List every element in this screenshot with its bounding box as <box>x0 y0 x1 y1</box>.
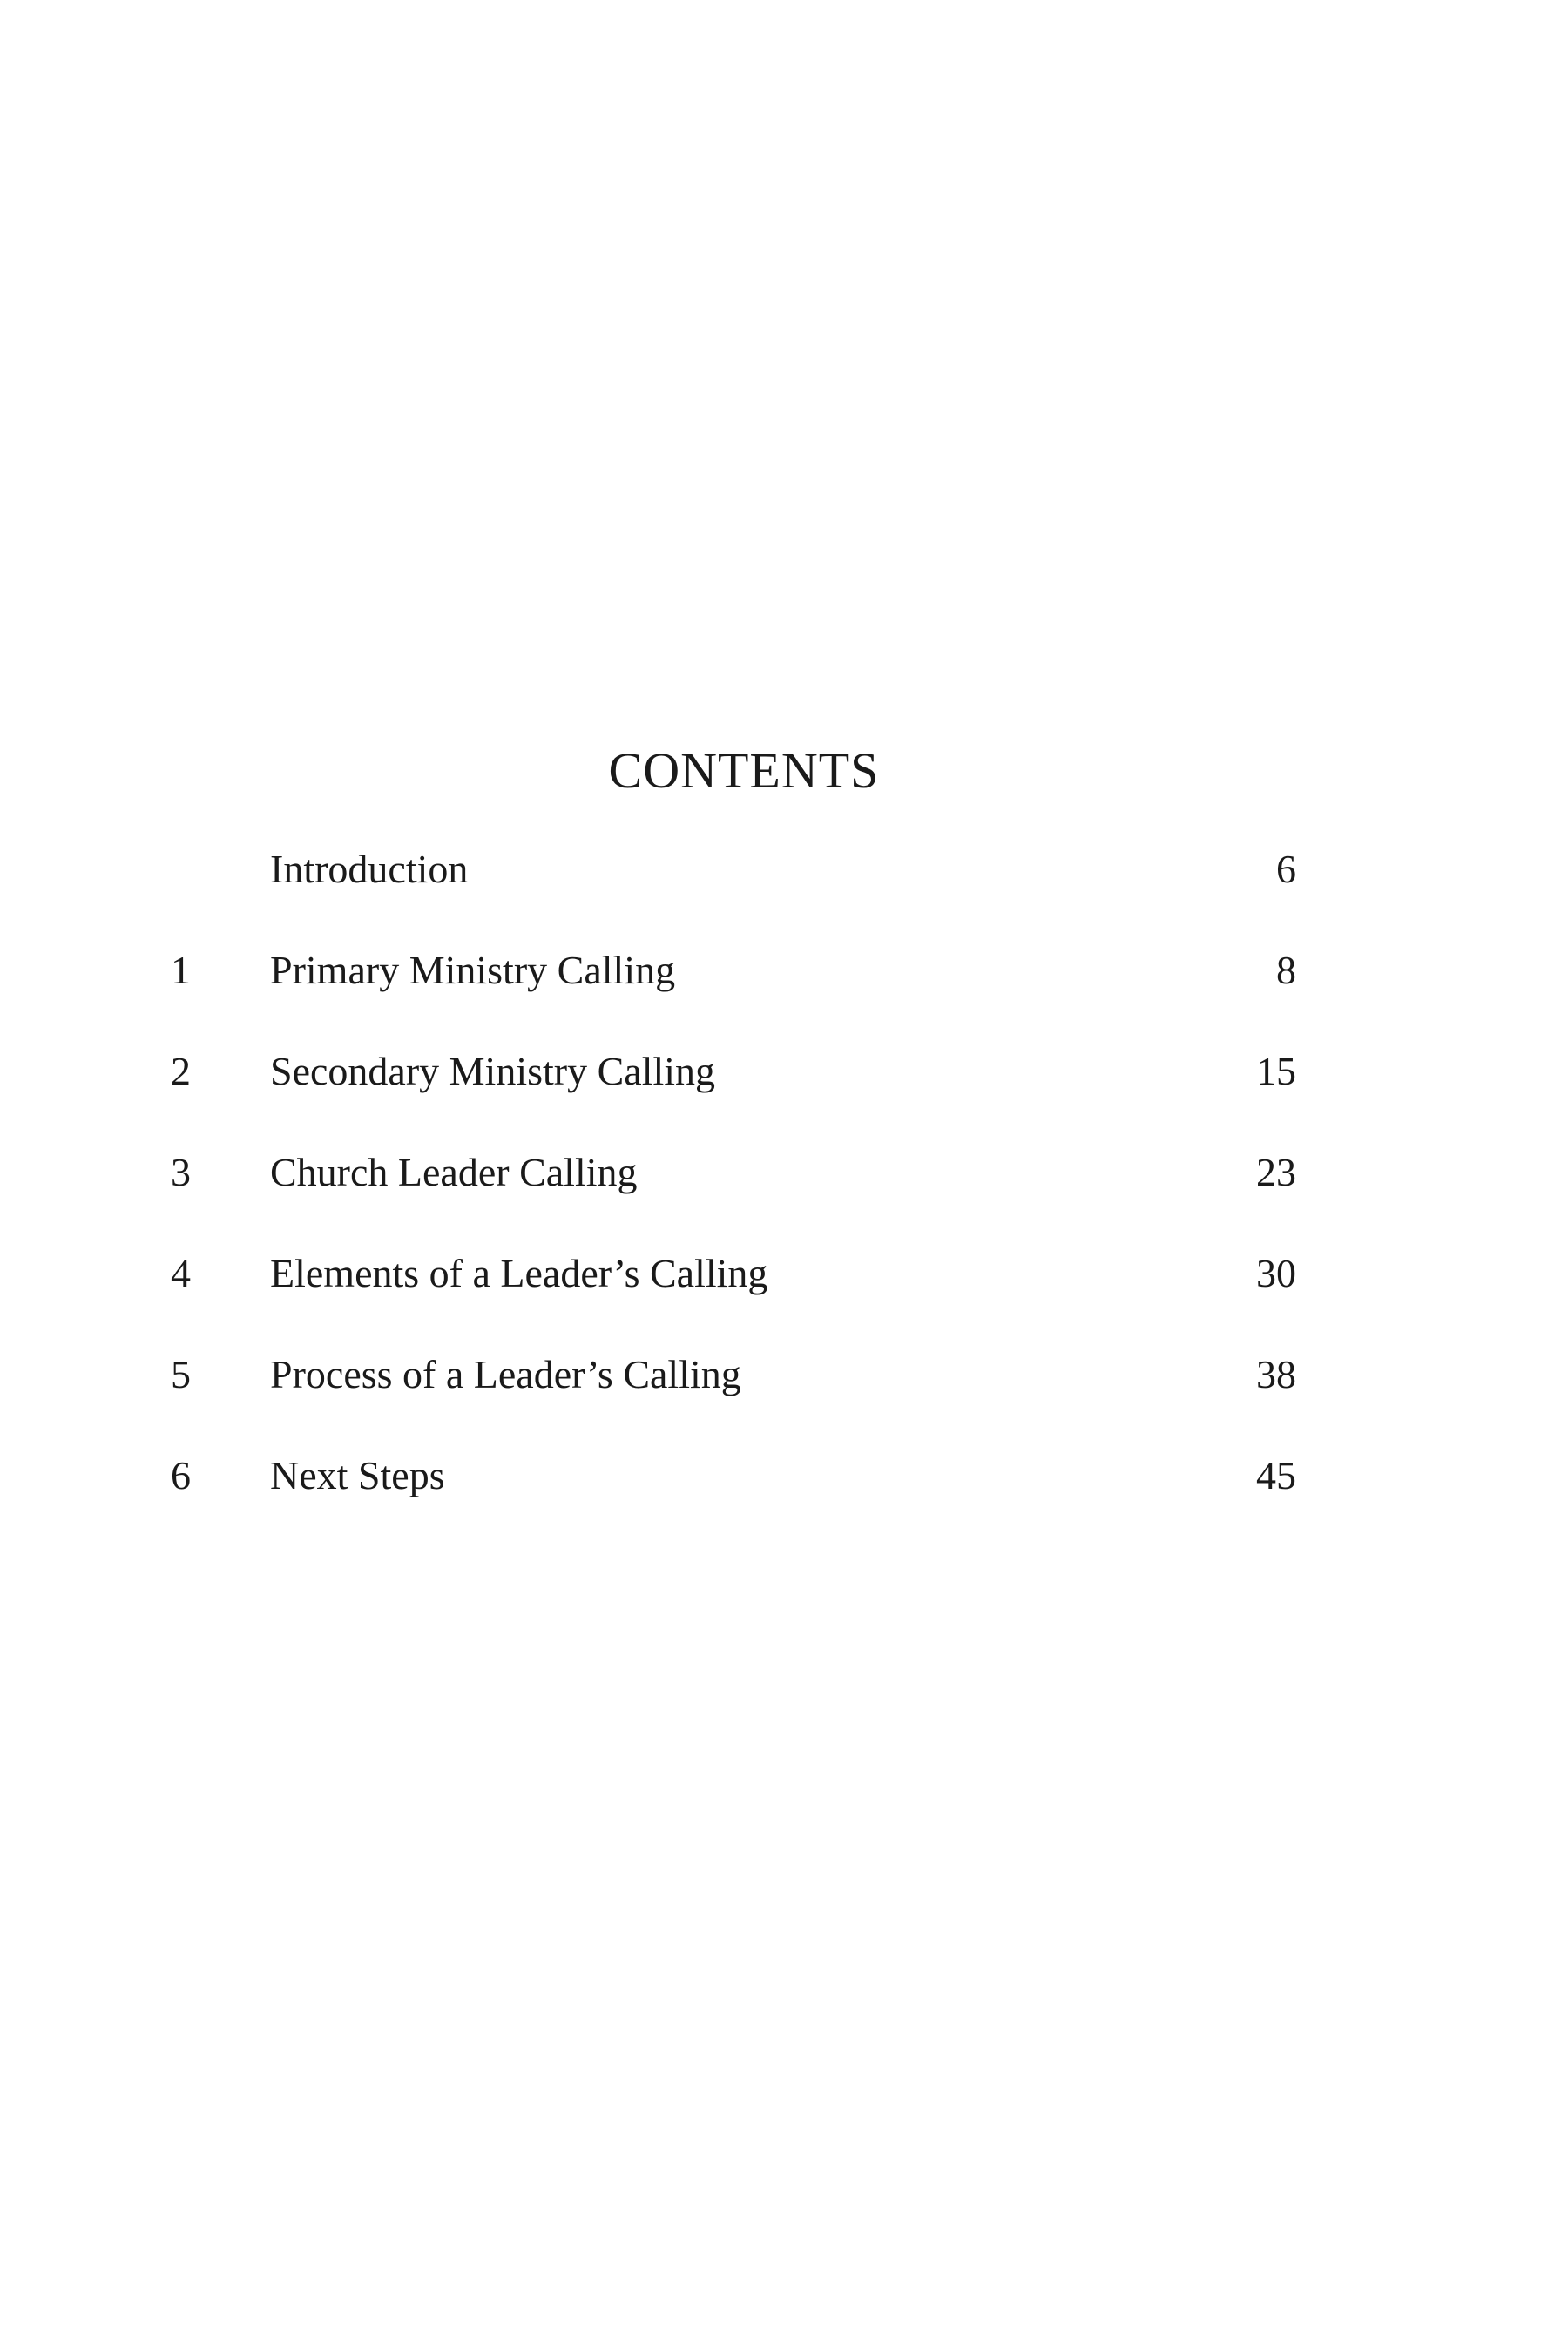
chapter-title: Introduction <box>270 847 469 891</box>
toc-entry-introduction <box>0 843 1568 944</box>
page-title: CONTENTS <box>608 742 880 799</box>
chapter-title: Secondary Ministry Calling <box>270 1049 716 1093</box>
toc-entry-chapter-2 <box>0 1045 1568 1146</box>
page-number: 8 <box>1276 948 1296 992</box>
toc-entry-chapter-6 <box>0 1450 1568 1551</box>
page-number: 30 <box>1256 1251 1296 1295</box>
chapter-number: 3 <box>171 1150 191 1194</box>
toc-entry-chapter-3 <box>0 1146 1568 1247</box>
chapter-number: 6 <box>171 1453 191 1497</box>
toc-entry-chapter-1 <box>0 944 1568 1045</box>
table-of-contents <box>0 843 1568 1551</box>
chapter-title: Elements of a Leader’s Calling <box>270 1251 768 1295</box>
chapter-number: 1 <box>171 948 191 992</box>
chapter-title: Process of a Leader’s Calling <box>270 1352 741 1396</box>
page-number: 15 <box>1256 1049 1296 1093</box>
toc-entry-chapter-4 <box>0 1247 1568 1348</box>
chapter-title: Church Leader Calling <box>270 1150 638 1194</box>
page-number: 23 <box>1256 1150 1296 1194</box>
page-number: 6 <box>1276 847 1296 891</box>
chapter-title: Next Steps <box>270 1453 445 1497</box>
page-number: 38 <box>1256 1352 1296 1396</box>
chapter-number: 4 <box>171 1251 191 1295</box>
toc-entry-chapter-5 <box>0 1348 1568 1450</box>
chapter-number: 5 <box>171 1352 191 1396</box>
chapter-title: Primary Ministry Calling <box>270 948 676 992</box>
page-number: 45 <box>1256 1453 1296 1497</box>
chapter-number: 2 <box>171 1049 191 1093</box>
